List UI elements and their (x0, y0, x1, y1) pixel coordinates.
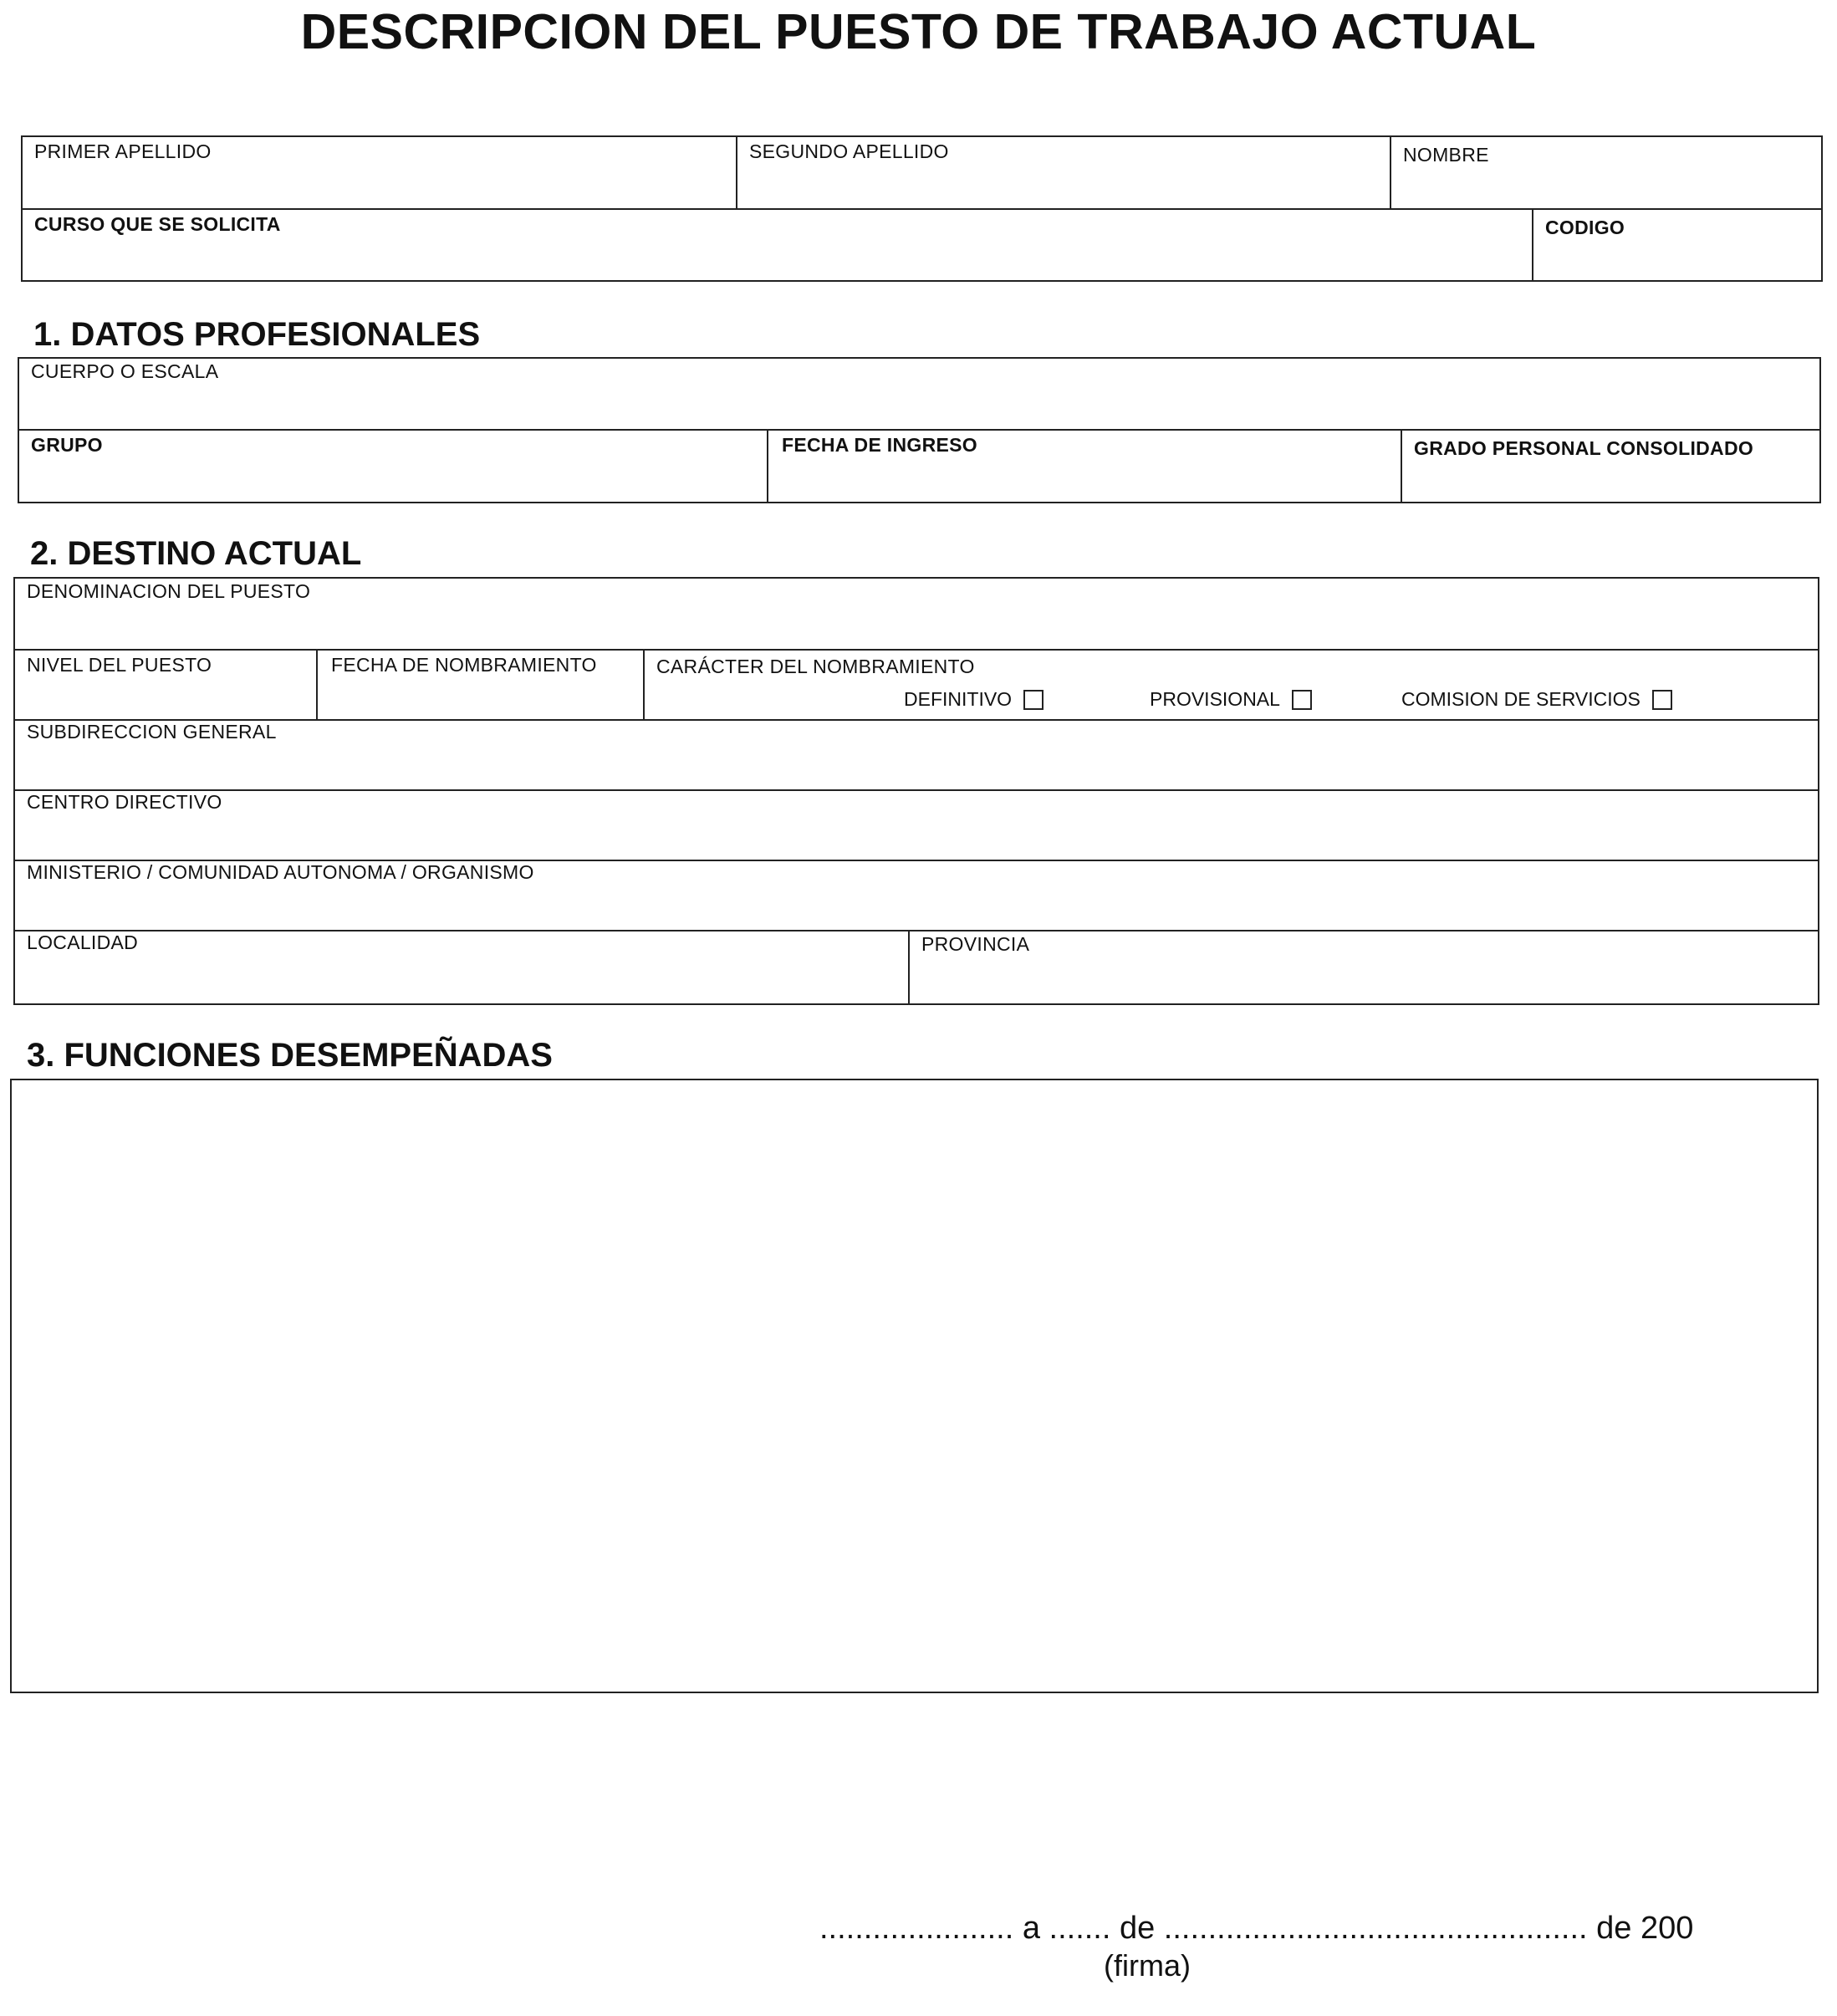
provisional-option[interactable] (1150, 688, 1312, 711)
section-funciones-heading: 3. FUNCIONES DESEMPEÑADAS (27, 1037, 553, 1074)
fecha-nombramiento-field[interactable] (318, 651, 645, 719)
ministerio-label: MINISTERIO / COMUNIDAD AUTONOMA / ORGANISMO (27, 861, 534, 883)
definitivo-checkbox[interactable] (1023, 690, 1044, 710)
primer-apellido-label: PRIMER APELLIDO (34, 140, 212, 162)
centro-directivo-label: CENTRO DIRECTIVO (27, 791, 222, 813)
provincia-field[interactable] (910, 931, 1818, 1003)
caracter-nombramiento-label: CARÁCTER DEL NOMBRAMIENTO (656, 656, 975, 677)
grado-consolidado-label: GRADO PERSONAL CONSOLIDADO (1414, 437, 1754, 459)
subdireccion-general-label: SUBDIRECCION GENERAL (27, 721, 277, 743)
ministerio-field[interactable] (15, 861, 1818, 930)
datos-profesionales-box (18, 357, 1821, 503)
nivel-puesto-field[interactable] (15, 651, 318, 719)
subdireccion-general-field[interactable] (15, 721, 1818, 789)
cuerpo-escala-label: CUERPO O ESCALA (31, 360, 219, 382)
grado-consolidado-field[interactable] (1402, 431, 1819, 502)
section-datos-profesionales-heading: 1. DATOS PROFESIONALES (33, 316, 481, 353)
nombre-field[interactable] (1391, 137, 1821, 208)
grupo-field[interactable] (19, 431, 768, 502)
segundo-apellido-field[interactable] (737, 137, 1391, 208)
provincia-label: PROVINCIA (921, 933, 1030, 955)
provisional-label: PROVISIONAL (1150, 688, 1280, 710)
signature-date-line: ...................... a ....... de ................................................ de 200 (819, 1911, 1694, 1946)
comision-servicios-label: COMISION DE SERVICIOS (1401, 688, 1641, 710)
comision-servicios-checkbox[interactable] (1652, 690, 1672, 710)
codigo-label: CODIGO (1545, 217, 1625, 238)
curso-label: CURSO QUE SE SOLICITA (34, 213, 281, 235)
firma-label: (firma) (1104, 1948, 1191, 1983)
curso-field[interactable] (23, 210, 1533, 280)
fecha-nombramiento-label: FECHA DE NOMBRAMIENTO (331, 654, 597, 676)
provisional-checkbox[interactable] (1292, 690, 1312, 710)
segundo-apellido-label: SEGUNDO APELLIDO (749, 140, 949, 162)
comision-servicios-option[interactable] (1401, 688, 1672, 711)
denominacion-puesto-label: DENOMINACION DEL PUESTO (27, 580, 311, 602)
fecha-ingreso-field[interactable] (768, 431, 1402, 502)
centro-directivo-field[interactable] (15, 791, 1818, 860)
page-title: DESCRIPCION DEL PUESTO DE TRABAJO ACTUAL (300, 4, 1537, 59)
applicant-header-box (21, 135, 1823, 282)
definitivo-label: DEFINITIVO (904, 688, 1013, 710)
funciones-desempenadas-area[interactable] (10, 1079, 1819, 1693)
section-destino-actual-heading: 2. DESTINO ACTUAL (30, 535, 362, 572)
primer-apellido-field[interactable] (23, 137, 737, 208)
grupo-label: GRUPO (31, 434, 103, 456)
localidad-field[interactable] (15, 931, 910, 1003)
destino-actual-box (13, 577, 1819, 1005)
fecha-ingreso-label: FECHA DE INGRESO (782, 434, 977, 456)
caracter-nombramiento-field (645, 651, 1818, 719)
nombre-label: NOMBRE (1403, 144, 1489, 166)
codigo-field[interactable] (1533, 210, 1821, 280)
cuerpo-escala-field[interactable] (19, 359, 1819, 429)
localidad-label: LOCALIDAD (27, 931, 139, 953)
denominacion-puesto-field[interactable] (15, 579, 1818, 649)
definitivo-option[interactable] (904, 688, 1044, 711)
nivel-puesto-label: NIVEL DEL PUESTO (27, 654, 212, 676)
